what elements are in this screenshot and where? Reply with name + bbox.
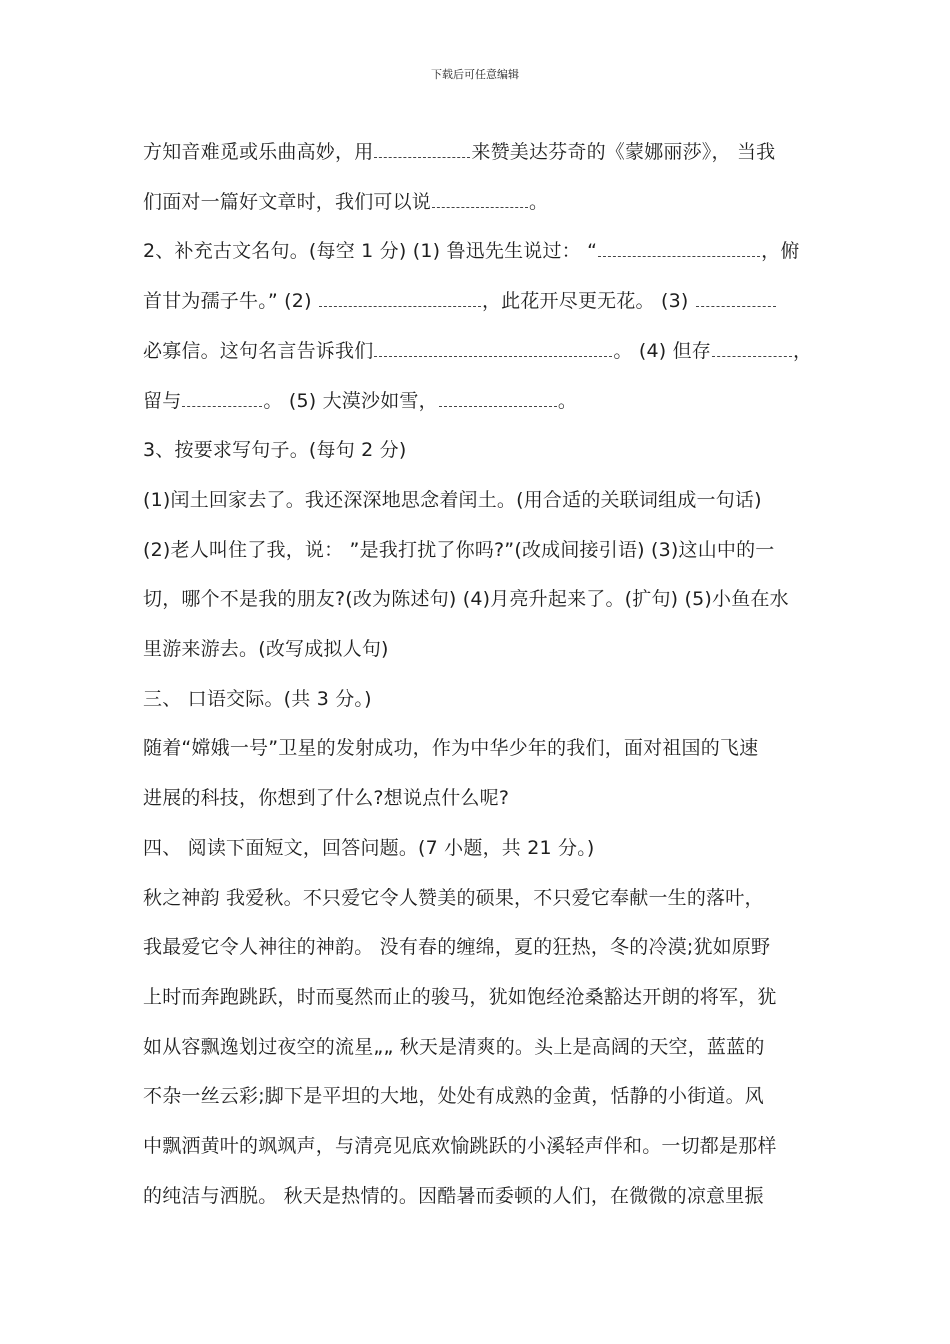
text-segment: 。 (4) 但存 xyxy=(613,340,711,362)
text-segment: 秋之神韵 我爱秋。不只爱它令人赞美的硕果，不只爱它奉献一生的落叶， xyxy=(143,887,764,909)
text-segment: 不杂一丝云彩;脚下是平坦的大地，处处有成熟的金黄，恬静的小街道。风 xyxy=(143,1085,765,1107)
text-line xyxy=(143,289,823,313)
text-segment: 四、 阅读下面短文，回答问题。(7 小题，共 21 分。) xyxy=(143,837,595,859)
text-segment: 随着“嫦娥一号”卫星的发射成功，作为中华少年的我们，面对祖国的飞速 xyxy=(143,737,759,759)
text-segment: ，此花开尽更无花。 (3) xyxy=(481,290,695,312)
text-line xyxy=(143,786,823,810)
text-segment: 方知音难觅或乐曲高妙，用 xyxy=(143,141,374,163)
text-line xyxy=(143,637,823,661)
text-line xyxy=(143,239,823,263)
text-segment: 必寡信。这句名言告诉我们 xyxy=(143,340,374,362)
text-line xyxy=(143,438,823,462)
text-segment: 的纯洁与洒脱。 秋天是热情的。因酷暑而委顿的人们，在微微的凉意里振 xyxy=(143,1185,764,1207)
text-segment: 来赞美达芬奇的《蒙娜丽莎》， 当我 xyxy=(471,141,776,163)
text-line xyxy=(143,1084,823,1108)
text-segment: 留与 xyxy=(143,390,182,412)
text-segment: 我最爱它令人神往的神韵。 没有春的缠绵，夏的狂热，冬的冷漠;犹如原野 xyxy=(143,936,771,958)
text-segment: 3、按要求写句子。(每句 2 分) xyxy=(143,439,407,461)
text-segment: 首甘为孺子牛。” (2) xyxy=(143,290,318,312)
text-line xyxy=(143,488,823,512)
fill-in-blank xyxy=(439,406,557,407)
text-line xyxy=(143,1184,823,1208)
fill-in-blank xyxy=(432,207,528,208)
text-line xyxy=(143,140,823,164)
text-segment: 。 xyxy=(557,390,578,412)
text-line xyxy=(143,587,823,611)
text-segment: 切，哪个不是我的朋友?(改为陈述句) (4)月亮升起来了。(扩句) (5)小鱼在水 xyxy=(143,588,789,610)
text-segment: 如从容飘逸划过夜空的流星„„ 秋天是清爽的。头上是高阔的天空，蓝蓝的 xyxy=(143,1036,765,1058)
fill-in-blank xyxy=(319,306,481,307)
fill-in-blank xyxy=(712,356,792,357)
text-line xyxy=(143,836,823,860)
text-segment: ，俯 xyxy=(761,240,800,262)
text-segment: ， xyxy=(793,340,813,362)
fill-in-blank xyxy=(696,306,776,307)
text-line xyxy=(143,389,823,413)
text-segment: 里游来游去。(改写成拟人句) xyxy=(143,638,389,660)
text-line xyxy=(143,1035,823,1059)
text-line xyxy=(143,1134,823,1158)
text-segment: 中飘洒黄叶的飒飒声，与清亮见底欢愉跳跃的小溪轻声伴和。一切都是那样 xyxy=(143,1135,777,1157)
text-segment: (2)老人叫住了我，说： ”是我打扰了你吗?”(改成间接引语) (3)这山中的一 xyxy=(143,539,775,561)
text-segment: 上时而奔跑跳跃，时而戛然而止的骏马，犹如饱经沧桑豁达开朗的将军，犹 xyxy=(143,986,777,1008)
text-line xyxy=(143,687,823,711)
fill-in-blank xyxy=(374,157,470,158)
page-header: 下载后可任意编辑 xyxy=(431,68,519,81)
text-segment: 三、 口语交际。(共 3 分。) xyxy=(143,688,372,710)
text-segment: (1)闰土回家去了。我还深深地思念着闰土。(用合适的关联词组成一句话) xyxy=(143,489,762,511)
text-line xyxy=(143,190,823,214)
fill-in-blank xyxy=(182,406,262,407)
text-segment: 2、补充古文名句。(每空 1 分) (1) 鲁迅先生说过： “ xyxy=(143,240,598,262)
text-segment: 。 xyxy=(529,191,549,213)
text-line xyxy=(143,985,823,1009)
text-line xyxy=(143,886,823,910)
text-line xyxy=(143,538,823,562)
fill-in-blank xyxy=(598,256,760,257)
text-line xyxy=(143,736,823,760)
text-segment: 进展的科技，你想到了什么?想说点什么呢? xyxy=(143,787,510,809)
text-line xyxy=(143,935,823,959)
fill-in-blank xyxy=(374,356,612,357)
text-segment: 们面对一篇好文章时，我们可以说 xyxy=(143,191,432,213)
text-line xyxy=(143,339,823,363)
text-segment: 。 (5) 大漠沙如雪， xyxy=(263,390,438,412)
